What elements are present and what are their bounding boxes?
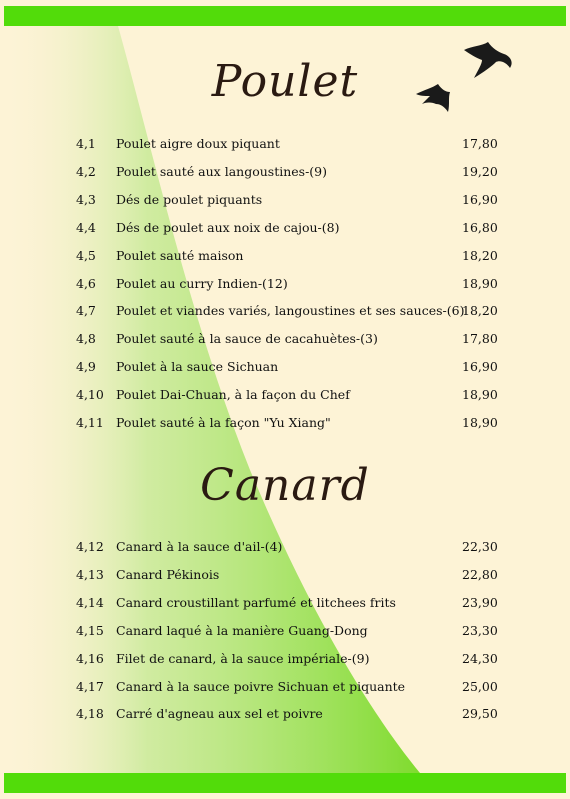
menu-item [0,413,570,433]
item-price: 22,30 [462,539,498,554]
item-number: 4,15 [76,622,104,638]
item-number: 4,11 [76,415,104,430]
item-number: 4,1 [76,136,96,151]
menu-item [0,649,570,669]
item-number: 4,14 [76,594,104,610]
menu-item [0,329,570,349]
top-accent-bar [4,6,566,26]
section-title-poulet: Poulet [211,56,359,107]
item-number: 4,16 [76,650,104,666]
item-price: 19,20 [462,163,498,179]
menu-item [0,593,570,613]
item-name: Filet de canard, à la sauce impériale-(9) [116,650,370,666]
item-name: Poulet Dai-Chuan, à la façon du Chef [116,387,350,403]
item-name: Poulet sauté à la façon "Yu Xiang" [116,415,331,430]
item-price: 18,20 [462,303,498,319]
item-name: Carré d'agneau aux sel et poivre [116,706,323,722]
bottom-accent-bar [4,773,566,793]
item-number: 4,8 [76,331,96,347]
item-price: 18,90 [462,387,498,403]
item-number: 4,18 [76,706,104,722]
menu-item [0,218,570,238]
menu-item [0,134,570,154]
menu-item [0,357,570,377]
item-price: 17,80 [462,331,498,347]
item-number: 4,4 [76,219,96,235]
item-name: Poulet et viandes variés, langoustines et ses sauces-(6) [116,303,465,319]
item-name: Poulet aigre doux piquant [116,136,280,151]
menu-item [0,621,570,641]
item-name: Canard croustillant parfumé et litchees frits [116,594,396,610]
item-name: Poulet au curry Indien-(12) [116,275,288,291]
item-number: 4,17 [76,678,104,694]
item-price: 29,50 [462,706,498,722]
item-number: 4,7 [76,303,96,319]
item-number: 4,12 [76,539,104,554]
item-price: 17,80 [462,136,498,151]
section-title-canard: Canard [200,460,370,511]
menu-item [0,301,570,321]
item-price: 16,90 [462,359,498,375]
menu-item [0,162,570,182]
item-number: 4,10 [76,387,104,403]
item-price: 16,80 [462,219,498,235]
menu-item [0,246,570,266]
item-number: 4,9 [76,359,96,375]
item-name: Canard laqué à la manière Guang-Dong [116,622,368,638]
item-number: 4,13 [76,566,104,582]
item-name: Poulet sauté aux langoustines-(9) [116,163,328,179]
menu-item [0,274,570,294]
menu-item [0,704,570,724]
item-price: 24,30 [462,650,498,666]
item-price: 22,80 [462,566,498,582]
menu-item [0,190,570,210]
item-number: 4,5 [76,247,96,263]
item-name: Canard à la sauce poivre Sichuan et piquante [116,678,406,694]
item-name: Poulet sauté à la sauce de cacahuètes-(3) [116,331,378,347]
item-number: 4,3 [76,191,96,207]
item-name: Dés de poulet aux noix de cajou-(8) [116,219,340,235]
menu-item [0,677,570,697]
menu-item [0,537,570,557]
item-price: 18,90 [462,415,498,430]
item-name: Poulet sauté maison [116,247,244,263]
menu-item [0,385,570,405]
item-name: Canard à la sauce d'ail-(4) [116,539,283,554]
item-price: 18,20 [462,247,498,263]
swallow-birds-icon [412,40,522,120]
item-number: 4,2 [76,163,96,179]
item-number: 4,6 [76,275,96,291]
menu-item [0,565,570,585]
item-name: Poulet à la sauce Sichuan [116,359,279,375]
item-name: Canard Pékinois [116,566,220,582]
item-price: 25,00 [462,678,498,694]
item-price: 23,90 [462,594,498,610]
item-price: 16,90 [462,191,498,207]
item-price: 18,90 [462,275,498,291]
item-price: 23,30 [462,622,498,638]
item-name: Dés de poulet piquants [116,191,263,207]
